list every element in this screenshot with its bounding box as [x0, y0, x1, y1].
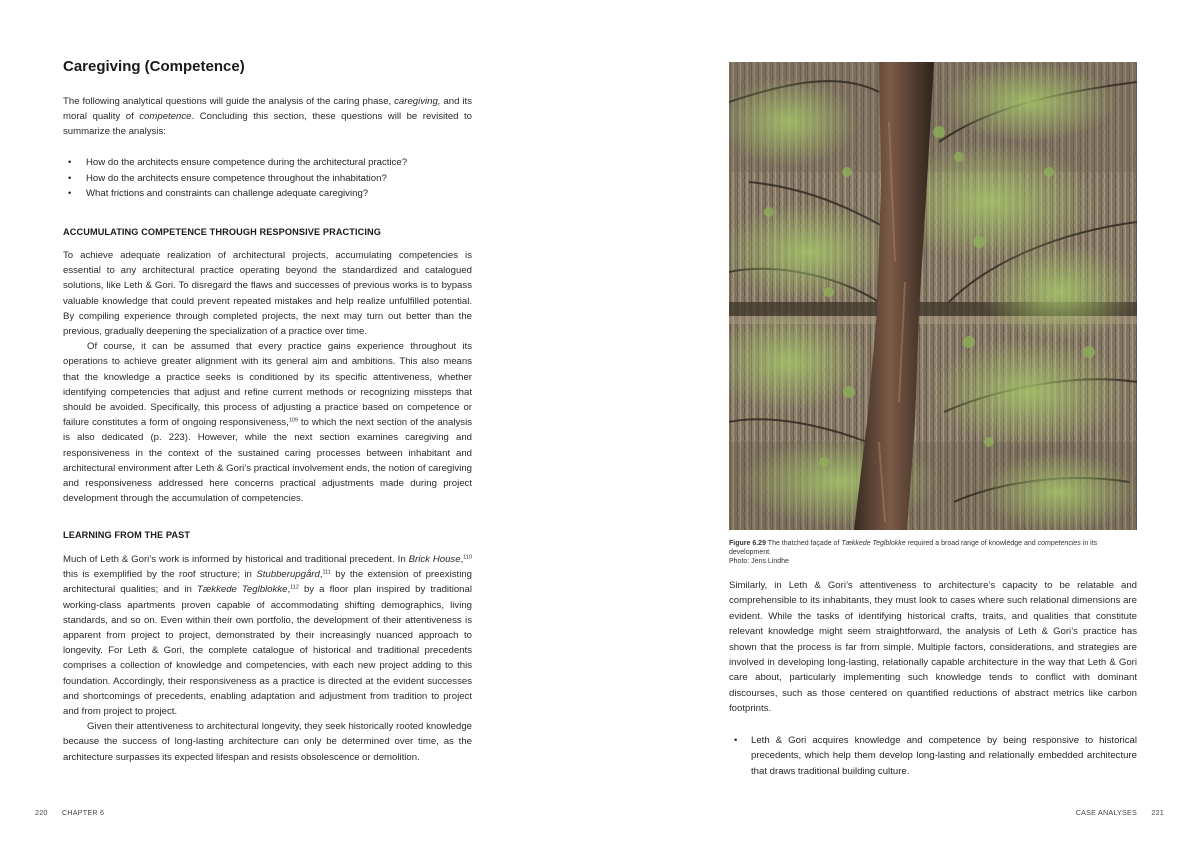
body-text: , [287, 584, 291, 596]
section-body [63, 552, 472, 765]
caption-text: in its development. [729, 540, 1098, 556]
body-text: , [319, 569, 323, 581]
project-name: Brick House [408, 554, 461, 565]
project-name: Tækkede Teglblokke [841, 540, 906, 547]
body-text: to which the next section of the analysis is also dedicated (p. 223). However, while the next section examines caregiving and responsiveness in the context of the sustained caring processes between inhabitant and architectural environment after Leth & Gori’s practical involvement ends, the notion of caregiving and responsiveness addressed here concerns practical adjustments made during project development through the accumulation of competencies. [63, 417, 473, 505]
list-item: • Leth & Gori acquires knowledge and competence by being responsive to historical precedents, which help them develop long-lasting and relationally embedded architecture that draws traditional building culture. [729, 733, 1137, 779]
body-text: Much of Leth & Gori’s work is informed by historical and traditional precedent. In [63, 554, 409, 565]
right-body [729, 578, 1137, 717]
list-item: • How do the architects ensure competence during the architectural practice? [63, 155, 472, 171]
questions-list [63, 155, 472, 202]
section-heading: LEARNING FROM THE PAST [63, 530, 191, 540]
intro-text: and its moral quality of [63, 96, 472, 123]
footnote-ref: 110 [463, 554, 473, 561]
body-text: by the extension of preexisting architectural qualities; and in [63, 569, 472, 596]
caption-text [729, 539, 1139, 557]
footnote-ref: 112 [290, 584, 299, 591]
intro-text: The following analytical questions will guide the analysis of the caring phase, [63, 96, 395, 107]
project-name: Stubberupgård [256, 569, 320, 581]
intro-emphasis: competence [139, 111, 192, 123]
list-item: • What frictions and constraints can challenge adequate caregiving? [63, 186, 472, 202]
section-body [63, 248, 472, 506]
body-paragraph: Similarly, in Leth & Gori’s attentiveness to architecture’s capacity to be relatable and comprehensible to its inhabitants, they must look to cases where such relational dimensions are evident. While the tasks of identifying historical crafts, traits, and qualities that constitute relevant knowledge might seem straightforward, the analysis of Leth & Gori’s practice has shown that the process is far from simple. Multiple factors, considerations, and strategies are involved in developing long-lasting, relationally capable architecture in the way that Leth & Gori care about, particularly implementing such knowledge tends to conflict with dominant discourses, such as those centered on quantified reductions of abstract metrics like carbon footprints. [729, 580, 1137, 715]
body-paragraph [63, 552, 472, 719]
intro-emphasis: caregiving, [394, 96, 441, 107]
body-text: this is exemplified by the roof structure; in [63, 569, 257, 581]
body-text: Of course, it can be assumed that every practice gains experience throughout its operations to achieve greater alignment with its general aim and ambitions. This also means that the knowledge a practice seeks is conditioned by its specific attentiveness, whether identifying competencies that adjust and refine current methods or recognizing missteps that should be avoided. Specifically, this process of adjusting a practice based on competence or failure constitutes a form of ongoing responsiveness, [63, 341, 472, 429]
intro-paragraph [63, 94, 472, 140]
page-number: 221 [1151, 808, 1164, 817]
figure-label: Figure 6.29 [729, 540, 766, 547]
body-paragraph [63, 339, 472, 506]
project-name: Tækkede Teglblokke [196, 584, 288, 596]
thatched-facade-photo [729, 62, 1137, 530]
body-paragraph: To achieve adequate realization of architectural projects, accumulating competencies is essential to any architectural practice operating beyond the standardized and catalogued solutions, like Leth & Gori. To disregard the flaws and successes of previous works is to bypass valuable knowledge that could prevent repeated mistakes and help realize unfulfilled potential. By compiling experience through completed projects, the next may turn out better than the previous, gradually deepening the specialization of a practice over time. [63, 250, 472, 338]
caption-text: The thatched façade of [765, 540, 842, 547]
running-footer: CHAPTER 6 [62, 808, 105, 817]
footnote-ref: 109 [288, 417, 298, 424]
body-text: by a floor plan inspired by traditional working-class apartments proven capable of accommodating shifting demographics, living standards, and so on. Even within their own portfolio, the development of their attentiveness is apparent from project to project, demonstrated by their increasingly nuanced approach to longevity. For Leth & Gori, the complete catalogue of historical and traditional precedents comprises a collection of knowledge and competencies, with each new project adding to this foundation. Accordingly, their responsiveness as a practice is directed at the evident successes and shortcomings of precedents, enabling adaptation and adjustment from tradition to project and from project to project. [63, 584, 472, 718]
page-title: Caregiving (Competence) [63, 58, 245, 75]
body-text: , [460, 554, 464, 565]
page-number: 220 [35, 808, 48, 817]
list-item: • How do the architects ensure competence throughout the inhabitation? [63, 171, 472, 187]
caption-emphasis: competencies [1037, 540, 1081, 547]
takeaway-list [729, 733, 1137, 779]
intro-text: . Concluding this section, these questions will be revisited to summarize the analysis: [63, 111, 473, 138]
photo-credit: Photo: Jens Lindhe [729, 558, 789, 565]
running-footer: CASE ANALYSES [1075, 808, 1137, 817]
caption-text: required a broad range of knowledge and [905, 540, 1038, 547]
section-heading: ACCUMULATING COMPETENCE THROUGH RESPONSIVE PRACTICING [63, 227, 382, 237]
body-paragraph: Given their attentiveness to architectural longevity, they seek historically rooted knowledge because the success of long-lasting architecture can only be determined over time, as the architecture surpasses its expected lifespan and resists obsolescence or demolition. [63, 721, 472, 763]
figure-caption [729, 539, 1139, 566]
footnote-ref: 111 [322, 569, 331, 576]
